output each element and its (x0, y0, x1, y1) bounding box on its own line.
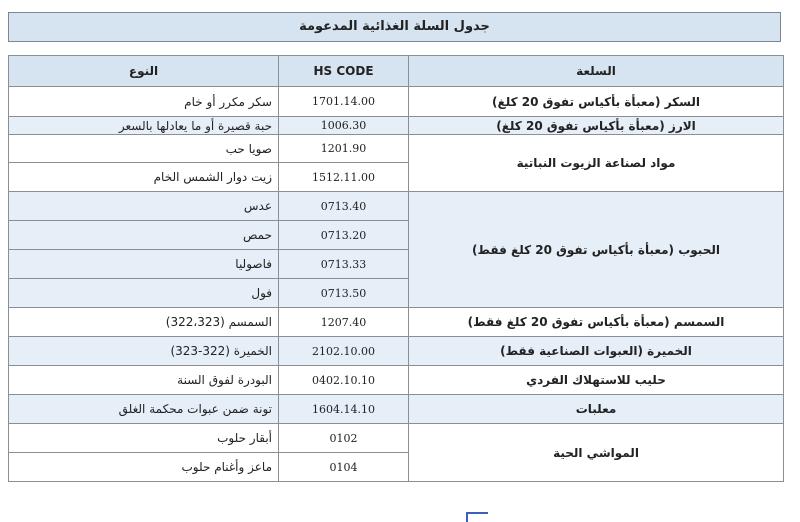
table-row (9, 424, 784, 453)
table-row (9, 192, 784, 221)
type-cell: السمسم (322،323) (9, 308, 279, 337)
header-type: النوع (9, 56, 279, 87)
hs-code-cell: 0104 (279, 453, 409, 482)
type-cell: الخميرة (322-323) (9, 337, 279, 366)
type-cell: زيت دوار الشمس الخام (9, 163, 279, 192)
hs-code-cell: 1006.30 (279, 117, 409, 135)
hs-code-cell: 0713.20 (279, 221, 409, 250)
type-cell: صويا حب (9, 135, 279, 163)
header-product: السلعة (409, 56, 784, 87)
table-row (9, 337, 784, 366)
type-cell: البودرة لفوق السنة (9, 366, 279, 395)
subsidized-basket-table (8, 55, 784, 482)
corner-marker (466, 512, 488, 522)
product-cell: الحبوب (معبأة بأكياس تفوق 20 كلغ فقط) (409, 192, 784, 308)
product-cell: مواد لصناعة الزيوت النباتية (409, 135, 784, 192)
type-cell: أبقار حلوب (9, 424, 279, 453)
table-row (9, 87, 784, 117)
header-hs-code: HS CODE (279, 56, 409, 87)
type-cell: عدس (9, 192, 279, 221)
table-row (9, 308, 784, 337)
table-row (9, 395, 784, 424)
hs-code-cell: 1604.14.10 (279, 395, 409, 424)
product-cell: المواشي الحية (409, 424, 784, 482)
hs-code-cell: 0402.10.10 (279, 366, 409, 395)
product-cell: السكر (معبأة بأكياس تفوق 20 كلغ) (409, 87, 784, 117)
hs-code-cell: 2102.10.00 (279, 337, 409, 366)
table-row (9, 117, 784, 135)
type-cell: سكر مكرر أو خام (9, 87, 279, 117)
hs-code-cell: 1207.40 (279, 308, 409, 337)
page-title: جدول السلة الغذائية المدعومة (8, 12, 781, 42)
type-cell: فاصوليا (9, 250, 279, 279)
type-cell: تونة ضمن عبوات محكمة الغلق (9, 395, 279, 424)
hs-code-cell: 0102 (279, 424, 409, 453)
type-cell: ماعز وأغنام حلوب (9, 453, 279, 482)
product-cell: معلبات (409, 395, 784, 424)
hs-code-cell: 0713.33 (279, 250, 409, 279)
product-cell: حليب للاستهلاك الفردي (409, 366, 784, 395)
product-cell: السمسم (معبأة بأكياس تفوق 20 كلغ فقط) (409, 308, 784, 337)
type-cell: فول (9, 279, 279, 308)
hs-code-cell: 0713.50 (279, 279, 409, 308)
hs-code-cell: 1701.14.00 (279, 87, 409, 117)
product-cell: الخميرة (العبوات الصناعية فقط) (409, 337, 784, 366)
hs-code-cell: 0713.40 (279, 192, 409, 221)
type-cell: حمص (9, 221, 279, 250)
table-row (9, 366, 784, 395)
table-header-row (9, 56, 784, 87)
hs-code-cell: 1201.90 (279, 135, 409, 163)
product-cell: الارز (معبأة بأكياس تفوق 20 كلغ) (409, 117, 784, 135)
type-cell: حبة قصيرة أو ما يعادلها بالسعر (9, 117, 279, 135)
hs-code-cell: 1512.11.00 (279, 163, 409, 192)
table-row (9, 135, 784, 163)
